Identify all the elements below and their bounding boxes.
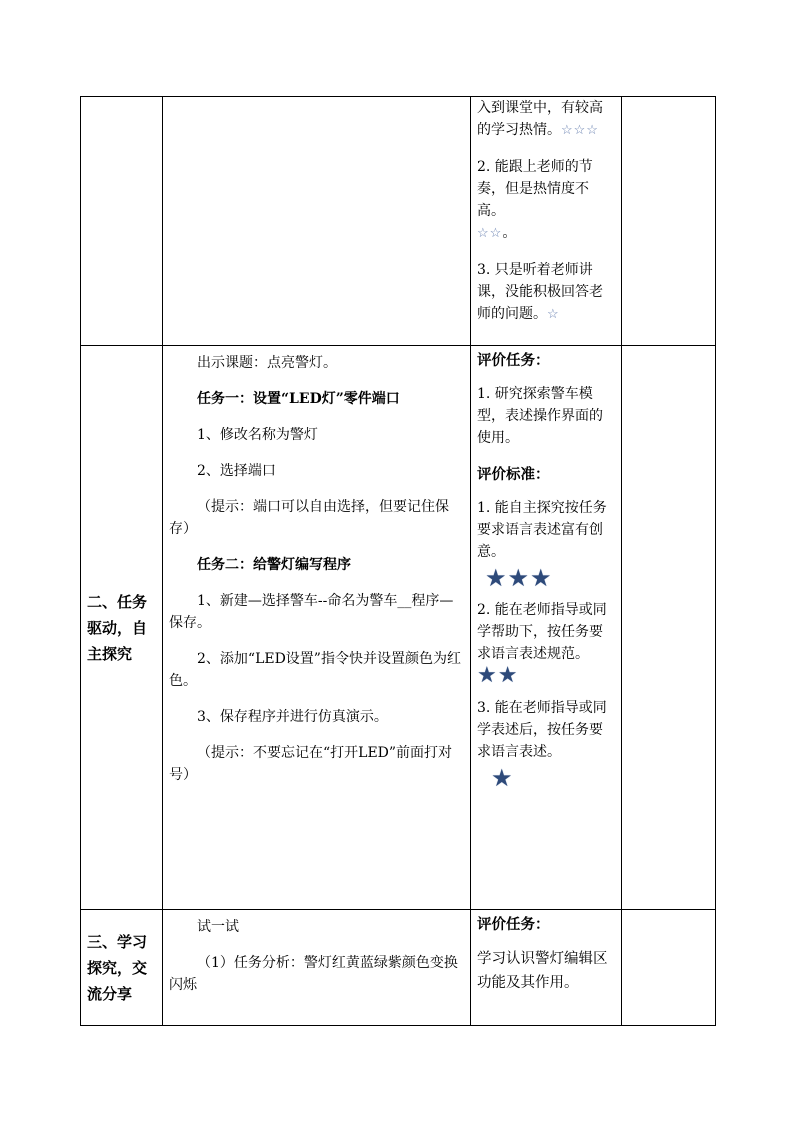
eval-task-heading: 评价任务： [477, 916, 550, 933]
table-row [81, 97, 716, 346]
eval-item-2: 2. 能跟上老师的节奏，但是热情度不高。 ☆☆。 [477, 159, 593, 241]
task2-step-1: 1、新建—选择警车--命名为警车__程序—保存。 [169, 593, 454, 631]
stage-label: 二、任务驱动，自主探究 [87, 592, 148, 663]
stage-cell [81, 97, 163, 346]
evaluation-cell [471, 97, 622, 346]
outline-star-icon: ☆☆☆ [561, 123, 599, 138]
eval-standard-3-stars [491, 764, 615, 793]
task1-step-1: 1、修改名称为警灯 [197, 427, 318, 443]
eval-task-text: 学习认识警灯编辑区功能及其作用。 [477, 951, 608, 991]
stage-label: 三、学习探究，交流分享 [87, 932, 148, 1003]
eval-task-text: 1. 研究探索警车模型，表述操作界面的使用。 [477, 386, 603, 446]
outline-star-icon: ☆ [547, 307, 560, 322]
activity-cell [163, 346, 471, 910]
evaluation-cell [471, 346, 622, 910]
eval-standard-1-stars [485, 564, 615, 593]
eval-standard-1: 1. 能自主探究按任务要求语言表述富有创意。 [477, 500, 607, 560]
analysis-text: （1）任务分析：警灯红黄蓝绿紫颜色变换闪烁 [169, 955, 458, 993]
eval-standard-3: 3. 能在老师指导或同学表述后，按任务要求语言表述。 [477, 700, 607, 760]
task1-tip: （提示：端口可以自由选择，但要记住保存） [169, 499, 449, 537]
eval-standard-2: 2. 能在老师指导或同学帮助下，按任务要求语言表述规范。★★ [477, 602, 607, 688]
eval-task-heading: 评价任务： [477, 352, 550, 369]
try-text: 试一试 [197, 919, 239, 935]
solid-star-icon: ★ [491, 764, 514, 792]
solid-star-icon: ★★★ [485, 564, 553, 592]
notes-cell [622, 910, 716, 1026]
activity-cell [163, 97, 471, 346]
notes-cell [622, 97, 716, 346]
notes-cell [622, 346, 716, 910]
intro-text: 出示课题：点亮警灯。 [197, 355, 337, 371]
outline-star-icon: ☆☆ [477, 226, 503, 241]
task1-step-2: 2、选择端口 [197, 463, 276, 479]
task2-step-2: 2、添加“LED设置”指令快并设置颜色为红色。 [169, 651, 461, 689]
solid-star-icon: ★★ [477, 663, 519, 688]
eval-standard-heading: 评价标准： [477, 466, 550, 483]
task2-tip: （提示：不要忘记在“打开LED”前面打对号） [169, 745, 453, 783]
task1-title: 任务一：设置“LED灯”零件端口 [197, 391, 400, 407]
stage-cell [81, 346, 163, 910]
table-row [81, 346, 716, 910]
activity-cell [163, 910, 471, 1026]
stage-cell [81, 910, 163, 1026]
eval-item-3: 3. 只是听着老师讲课，没能积极回答老师的问题。☆ [477, 262, 603, 322]
task2-step-3: 3、保存程序并进行仿真演示。 [197, 709, 388, 725]
table-row [81, 910, 716, 1026]
eval-continuation: 入到课堂中，有较高的学习热情。☆☆☆ [477, 100, 603, 138]
lesson-plan-table [80, 96, 716, 1026]
task2-title: 任务二：给警灯编写程序 [197, 557, 351, 573]
evaluation-cell [471, 910, 622, 1026]
